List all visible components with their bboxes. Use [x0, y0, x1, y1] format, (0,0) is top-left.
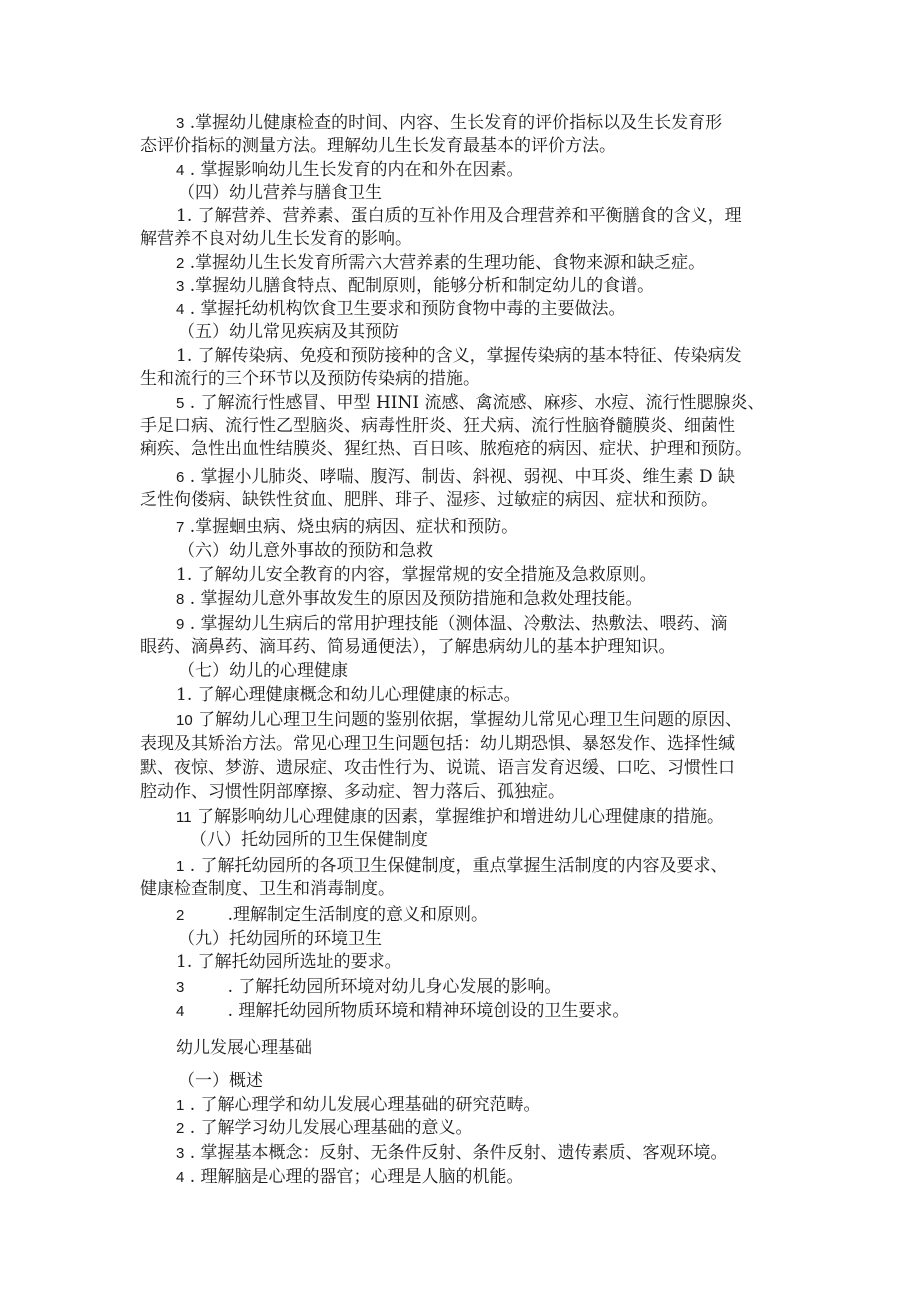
text-line: 1. 了解幼儿安全教育的内容，掌握常规的安全措施及急救原则。: [176, 565, 657, 585]
text-line: 1. 了解心理健康概念和幼儿心理健康的标志。: [176, 685, 521, 705]
text-line: 解营养不良对幼儿生长发育的影响。: [140, 229, 412, 249]
section-heading: （九）托幼园所的环境卫生: [178, 929, 382, 949]
text-line: 2 . 了解学习幼儿发展心理基础的意义。: [176, 1118, 473, 1138]
text-line: 5 . 了解流行性感冒、甲型 HINI 流感、禽流感、麻疹、水痘、流行性腮腺炎、: [176, 393, 765, 413]
text-line: 7 .掌握蛔虫病、烧虫病的病因、症状和预防。: [176, 517, 519, 537]
section-heading: （八）托幼园所的卫生保健制度: [190, 830, 428, 850]
text-line: 3 .掌握幼儿膳食特点、配制原则，能够分析和制定幼儿的食谱。: [176, 276, 655, 296]
text-line: 手足口病、流行性乙型脑炎、病毒性肝炎、狂犬病、流行性脑脊髓膜炎、细菌性: [140, 416, 735, 436]
text-line: 1. 了解营养、营养素、蛋白质的互补作用及合理营养和平衡膳食的含义，理: [176, 206, 742, 226]
text-line: 3 .掌握幼儿健康检查的时间、内容、生长发育的评价指标以及生长发育形: [176, 113, 723, 133]
text-line: 4 . 掌握托幼机构饮食卫生要求和预防食物中毒的主要做法。: [176, 299, 626, 319]
text-line: 9 . 掌握幼儿生病后的常用护理技能（测体温、冷敷法、热敷法、喂药、滴: [176, 614, 728, 634]
section-heading: （四）幼儿营养与膳食卫生: [178, 183, 382, 203]
section-heading: （五）幼儿常见疾病及其预防: [178, 322, 399, 342]
section-heading: （六）幼儿意外事故的预防和急救: [178, 541, 433, 561]
text-line: 生和流行的三个环节以及预防传染病的措施。: [140, 369, 480, 389]
text-line: 3 . 了解托幼园所环境对幼儿身心发展的影响。: [176, 977, 562, 997]
text-line: 4 . 理解托幼园所物质环境和精神环境创设的卫生要求。: [176, 1001, 630, 1021]
text-line: 乏性佝偻病、缺铁性贫血、肥胖、琲子、湿疹、过敏症的病因、症状和预防。: [140, 490, 718, 510]
text-line: 默、夜惊、梦游、遗尿症、攻击性行为、说谎、语言发育迟缓、口吃、习惯性口: [140, 758, 735, 778]
text-line: 10 了解幼儿心理卫生问题的鉴别依据，掌握幼儿常见心理卫生问题的原因、: [176, 710, 743, 730]
part-title: 幼儿发展心理基础: [176, 1038, 312, 1058]
text-line: 眼药、滴鼻药、滴耳药、简易通便法），了解患病幼儿的基本护理知识。: [140, 637, 676, 657]
text-line: 1. 了解托幼园所选址的要求。: [176, 952, 402, 972]
section-heading: （一）概述: [178, 1071, 263, 1091]
text-line: 痢疾、急性出血性结膜炎、猩红热、百日咳、脓疱疮的病因、症状、护理和预防。: [140, 439, 752, 459]
text-line: 健康检查制度、卫生和消毒制度。: [140, 879, 395, 899]
text-line: 3 . 掌握基本概念：反射、无条件反射、条件反射、遗传素质、客观环境。: [176, 1143, 728, 1163]
text-line: 4 . 掌握影响幼儿生长发育的内在和外在因素。: [176, 160, 524, 180]
text-line: 4 . 理解脑是心理的器官；心理是人脑的机能。: [176, 1167, 524, 1187]
text-line: 2 .理解制定生活制度的意义和原则。: [176, 905, 488, 925]
text-line: 11 了解影响幼儿心理健康的因素，掌握维护和增进幼儿心理健康的措施。: [176, 807, 724, 827]
text-line: 表现及其矫治方法。常见心理卫生问题包括：幼儿期恐惧、暴怒发作、选择性缄: [140, 734, 735, 754]
text-line: 腔动作、习惯性阴部摩擦、多动症、智力落后、孤独症。: [140, 782, 565, 802]
text-line: 1 . 了解托幼园所的各项卫生保健制度，重点掌握生活制度的内容及要求、: [176, 856, 728, 876]
text-line: 6 . 掌握小儿肺炎、哮喘、腹泻、制齿、斜视、弱视、中耳炎、维生素 D 缺: [176, 467, 735, 487]
text-line: 态评价指标的测量方法。理解幼儿生长发育最基本的评价方法。: [140, 136, 616, 156]
text-line: 1. 了解传染病、免疫和预防接种的含义，掌握传染病的基本特征、传染病发: [176, 346, 742, 366]
section-heading: （七）幼儿的心理健康: [178, 661, 348, 681]
text-line: 2 .掌握幼儿生长发育所需六大营养素的生理功能、食物来源和缺乏症。: [176, 253, 706, 273]
text-line: 1 . 了解心理学和幼儿发展心理基础的研究范畴。: [176, 1095, 541, 1115]
text-line: 8 . 掌握幼儿意外事故发生的原因及预防措施和急救处理技能。: [176, 589, 643, 609]
